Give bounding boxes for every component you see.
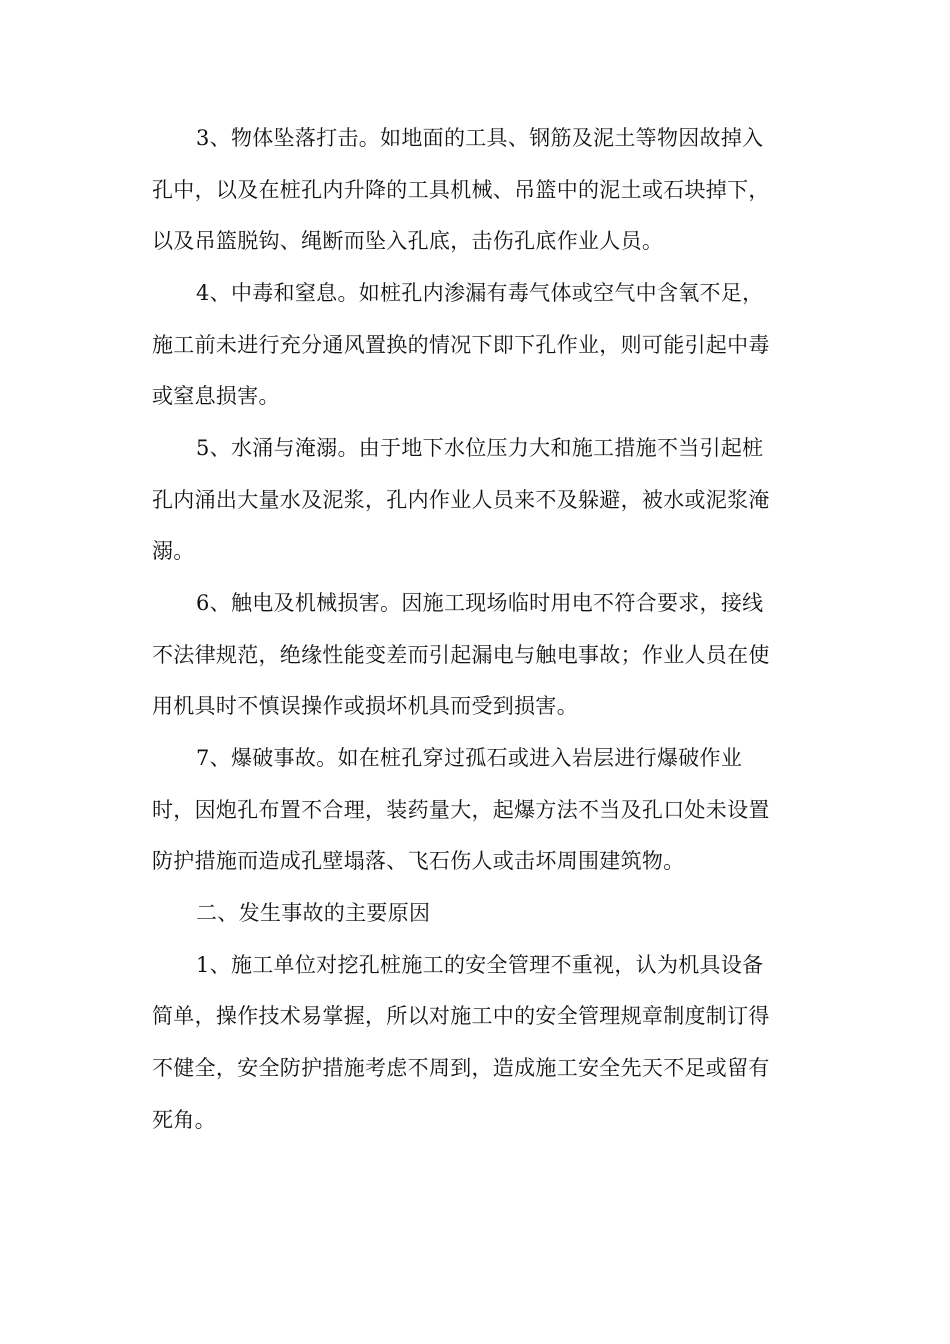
text-line: 不法律规范，绝缘性能变差而引起漏电与触电事故；作业人员在使	[152, 643, 770, 667]
text-line: 时，因炮孔布置不合理，装药量大，起爆方法不当及孔口处未设置	[152, 798, 770, 822]
text-line: 孔内涌出大量水及泥浆，孔内作业人员来不及躲避，被水或泥浆淹	[152, 488, 770, 512]
text-line: 1、施工单位对挖孔桩施工的安全管理不重视，认为机具设备	[196, 953, 764, 977]
text-line: 用机具时不慎误操作或损坏机具而受到损害。	[152, 694, 578, 718]
text-line: 孔中，以及在桩孔内升降的工具机械、吊篮中的泥土或石块掉下，	[152, 178, 770, 202]
section-heading: 二、发生事故的主要原因	[196, 901, 431, 925]
text-line: 死角。	[152, 1108, 216, 1132]
text-line: 以及吊篮脱钩、绳断而坠入孔底，击伤孔底作业人员。	[152, 229, 664, 253]
text-line: 3、物体坠落打击。如地面的工具、钢筋及泥土等物因故掉入	[196, 126, 764, 150]
text-line: 5、水涌与淹溺。由于地下水位压力大和施工措施不当引起桩	[196, 436, 764, 460]
text-line: 不健全，安全防护措施考虑不周到，造成施工安全先天不足或留有	[152, 1056, 770, 1080]
text-line: 4、中毒和窒息。如桩孔内渗漏有毒气体或空气中含氧不足，	[196, 281, 764, 305]
text-line: 防护措施而造成孔壁塌落、飞石伤人或击坏周围建筑物。	[152, 849, 685, 873]
text-line: 简单，操作技术易掌握，所以对施工中的安全管理规章制度制订得	[152, 1004, 770, 1028]
text-line: 6、触电及机械损害。因施工现场临时用电不符合要求，接线	[196, 591, 764, 615]
text-line: 或窒息损害。	[152, 384, 280, 408]
text-line: 施工前未进行充分通风置换的情况下即下孔作业，则可能引起中毒	[152, 333, 770, 357]
text-line: 7、爆破事故。如在桩孔穿过孤石或进入岩层进行爆破作业	[196, 746, 743, 770]
text-line: 溺。	[152, 539, 195, 563]
